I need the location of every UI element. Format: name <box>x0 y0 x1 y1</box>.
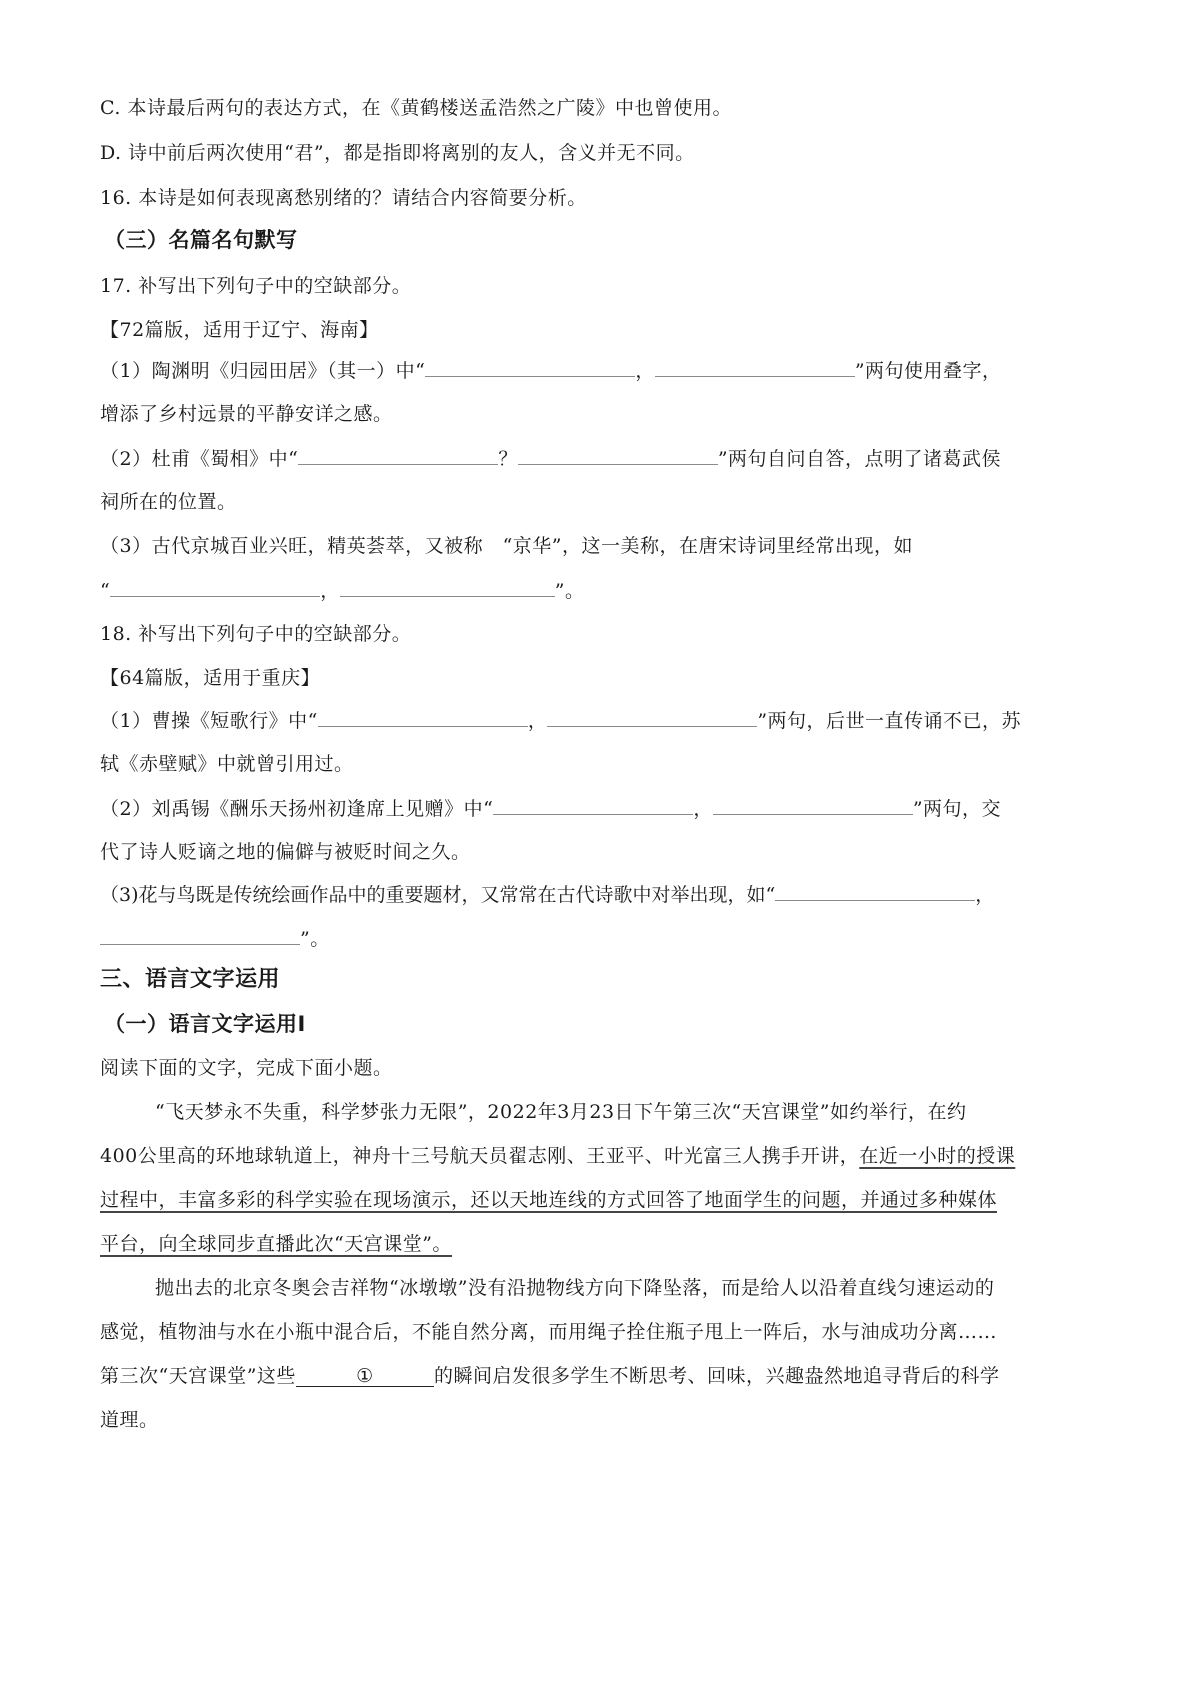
passage-p2-line-3 <box>100 1362 999 1390</box>
item-text: ”两句，交 <box>912 798 1002 820</box>
item-punct: ， <box>527 710 548 732</box>
passage-p2-line-4: 道理。 <box>100 1409 159 1431</box>
item-punct: ， <box>320 580 340 602</box>
q18-item-1-cont: 轼《赤壁赋》中就曾引用过。 <box>100 753 354 775</box>
option-c: C. 本诗最后两句的表达方式，在《黄鹤楼送孟浩然之广陵》中也曾使用。 <box>100 97 732 119</box>
passage-p2-line-2: 感觉，植物油与水在小瓶中混合后，不能自然分离，而用绳子拴住瓶子甩上一阵后，水与油成功分离…… <box>100 1321 998 1343</box>
q18-item-2-cont: 代了诗人贬谪之地的偏僻与被贬时间之久。 <box>100 841 471 863</box>
fill-blank-1[interactable] <box>296 1362 434 1387</box>
section-heading-recitation: （三）名篇名句默写 <box>104 228 298 252</box>
answer-blank[interactable] <box>547 706 757 727</box>
item-text: （1）曹操《短歌行》中“ <box>100 710 318 732</box>
answer-blank[interactable] <box>110 576 320 597</box>
passage-text: 400公里高的环地球轨道上，神舟十三号航天员翟志刚、王亚平、叶光富三人携手开讲， <box>100 1145 860 1167</box>
q17-item-2 <box>100 444 1001 473</box>
question-17-version: 【72篇版，适用于辽宁、海南】 <box>100 319 379 341</box>
question-16: 16. 本诗是如何表现离愁别绪的？请结合内容简要分析。 <box>100 187 587 209</box>
answer-blank[interactable] <box>713 794 913 815</box>
underlined-sentence: 在近一小时的授课 <box>859 1145 1016 1167</box>
item-punct: ”。 <box>554 580 585 602</box>
q18-item-1 <box>100 706 1021 735</box>
answer-blank[interactable] <box>775 880 975 901</box>
passage-p1-line-1: “飞天梦永不失重，科学梦张力无限”，2022年3月23日下午第三次“天宫课堂”如约举行，在约 <box>155 1101 967 1123</box>
blank-number-label: ① <box>356 1365 374 1387</box>
answer-blank[interactable] <box>493 794 693 815</box>
option-d: D. 诗中前后两次使用“君”，都是指即将离别的友人，含义并无不同。 <box>100 142 695 164</box>
item-punct: ？ <box>498 448 518 470</box>
answer-blank[interactable] <box>340 576 555 597</box>
passage-text: 的瞬间启发很多学生不断思考、回味，兴趣盎然地追寻背后的科学 <box>433 1365 1000 1387</box>
item-text: （1）陶渊明《归园田居》（其一）中“ <box>100 360 426 382</box>
item-text: （2）杜甫《蜀相》中“ <box>100 448 299 470</box>
q17-item-1 <box>100 356 1002 385</box>
q17-item-2-cont: 祠所在的位置。 <box>100 491 237 513</box>
q17-item-3-cont <box>100 576 584 605</box>
reading-instruction: 阅读下面的文字，完成下面小题。 <box>100 1057 393 1079</box>
item-punct: ， <box>975 884 995 906</box>
question-17-prompt: 17. 补写出下列句子中的空缺部分。 <box>100 275 412 297</box>
item-text: ”两句使用叠字， <box>854 360 1002 382</box>
section-heading-language-use-1: （一）语言文字运用Ⅰ <box>104 1012 306 1036</box>
passage-p1-line-2 <box>100 1142 1015 1170</box>
item-text: （3)花与鸟既是传统绘画作品中的重要题材，又常常在古代诗歌中对举出现，如“ <box>100 884 776 906</box>
item-text: ”两句，后世一直传诵不已，苏 <box>757 710 1022 732</box>
item-punct: ， <box>693 798 713 820</box>
answer-blank[interactable] <box>655 356 855 377</box>
item-punct: “ <box>100 580 111 602</box>
item-text: （2）刘禹锡《酬乐天扬州初逢席上见赠》中“ <box>100 798 494 820</box>
q17-item-3: （3）古代京城百业兴旺，精英荟萃，又被称 “京华”，这一美称，在唐宋诗词里经常出现，如 <box>100 535 914 557</box>
answer-blank[interactable] <box>298 444 498 465</box>
item-punct: ， <box>635 360 655 382</box>
question-18-prompt: 18. 补写出下列句子中的空缺部分。 <box>100 623 412 645</box>
q18-item-3 <box>100 880 994 909</box>
passage-p2-line-1: 抛出去的北京冬奥会吉祥物“冰墩墩”没有沿抛物线方向下降坠落，而是给人以沿着直线匀速运动的 <box>155 1277 995 1299</box>
item-punct: ”。 <box>300 928 330 950</box>
q18-item-2 <box>100 794 1001 823</box>
answer-blank[interactable] <box>318 706 528 727</box>
q18-item-3-cont <box>100 924 330 953</box>
item-text: ”两句自问自答，点明了诸葛武侯 <box>717 448 1002 470</box>
passage-text: 第三次“天宫课堂”这些 <box>100 1365 296 1387</box>
answer-blank[interactable] <box>518 444 718 465</box>
question-18-version: 【64篇版，适用于重庆】 <box>100 667 321 689</box>
answer-blank[interactable] <box>425 356 635 377</box>
answer-blank[interactable] <box>100 924 300 945</box>
q17-item-1-cont: 增添了乡村远景的平静安详之感。 <box>100 403 393 425</box>
part-heading-language-use: 三、语言文字运用 <box>100 967 281 992</box>
underlined-sentence: 平台，向全球同步直播此次“天宫课堂”。 <box>100 1233 452 1255</box>
underlined-sentence: 过程中，丰富多彩的科学实验在现场演示，还以天地连线的方式回答了地面学生的问题，并通过多种媒体 <box>100 1189 998 1211</box>
